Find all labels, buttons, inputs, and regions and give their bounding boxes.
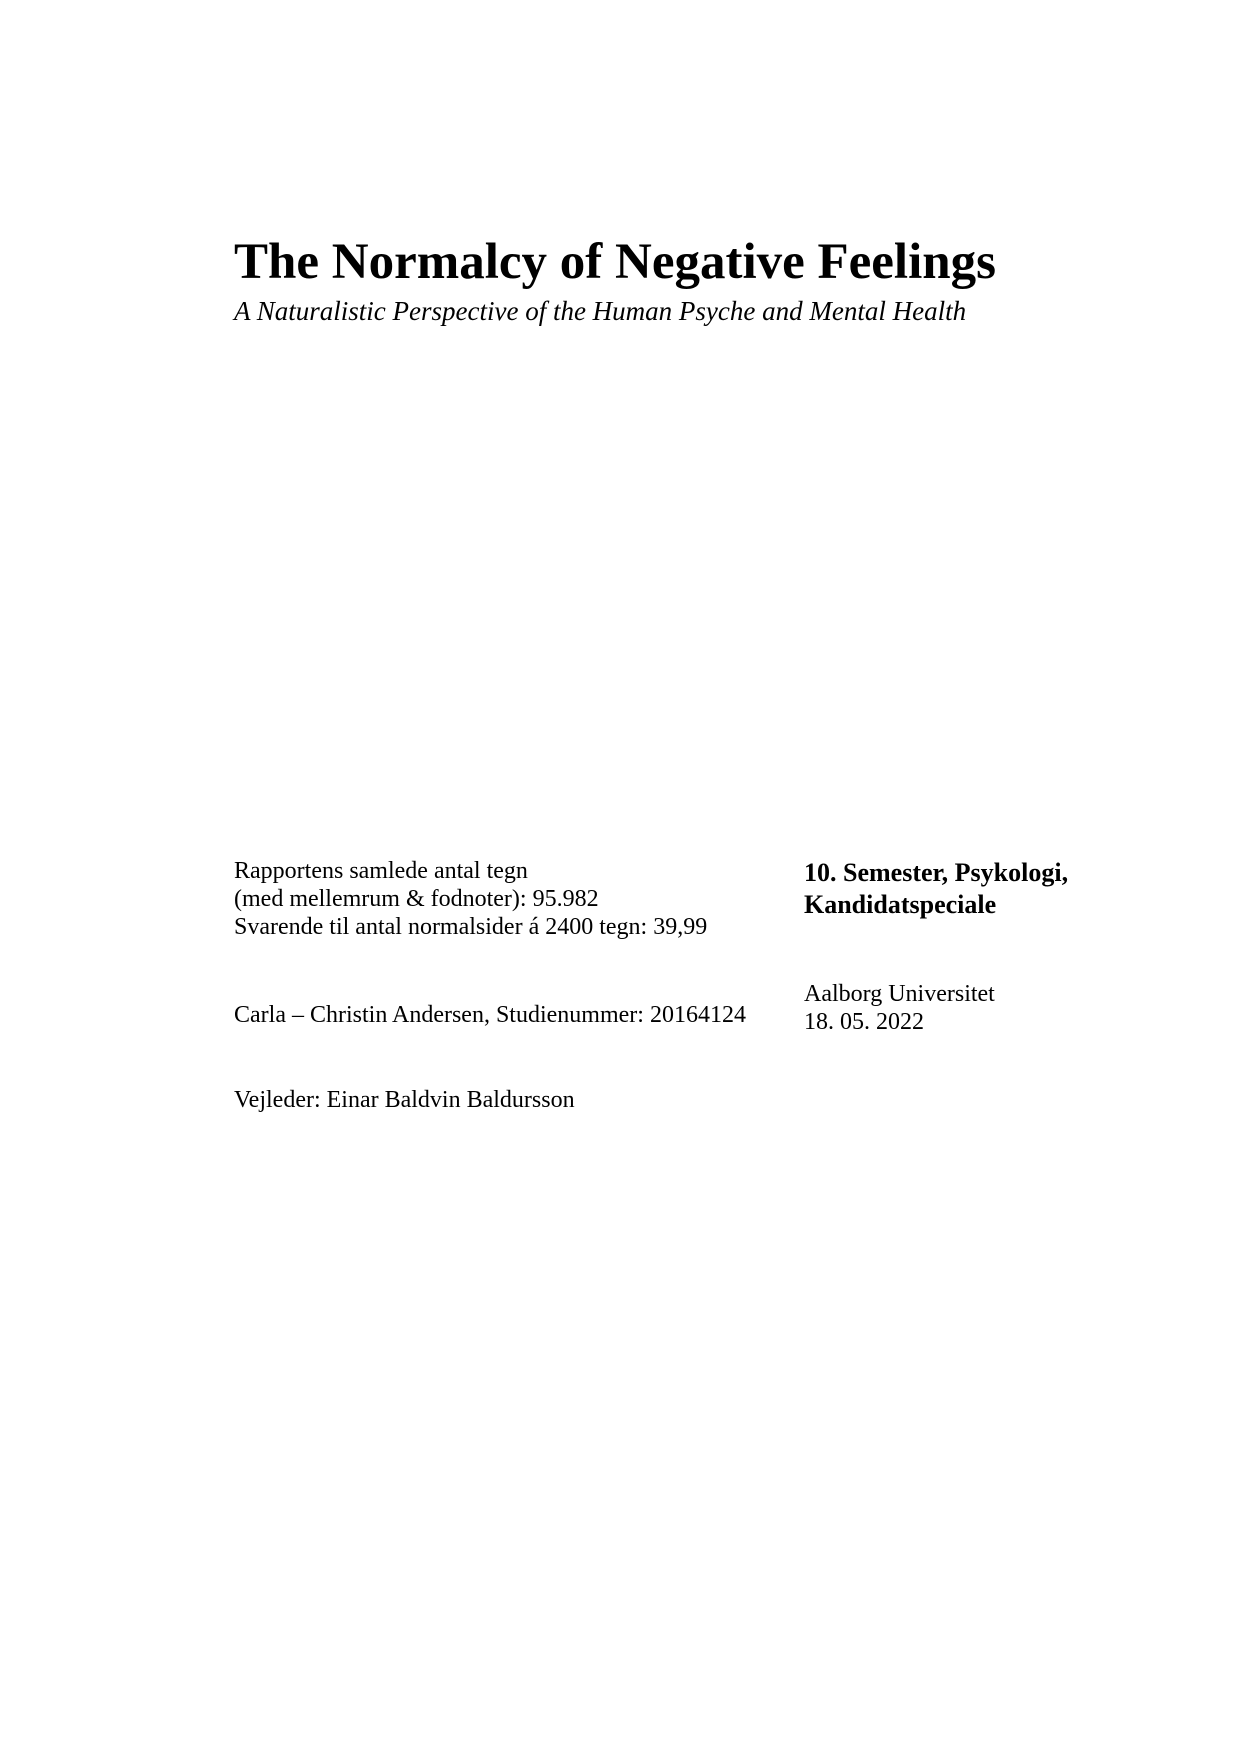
document-title: The Normalcy of Negative Feelings [234, 234, 996, 290]
char-count-line-1: Rapportens samlede antal tegn [234, 858, 528, 884]
university-name: Aalborg Universitet [804, 981, 995, 1007]
supervisor-line: Vejleder: Einar Baldvin Baldursson [234, 1087, 575, 1113]
char-count-line-3: Svarende til antal normalsider á 2400 tegn: 39,99 [234, 914, 708, 940]
semester-line-2: Kandidatspeciale [804, 890, 997, 919]
semester-block [804, 857, 1068, 921]
author-line: Carla – Christin Andersen, Studienummer: 20164124 [234, 1002, 746, 1028]
semester-line-1: 10. Semester, Psykologi, [804, 858, 1069, 887]
institution-block [804, 980, 995, 1036]
character-count-block [234, 857, 707, 941]
char-count-line-2: (med mellemrum & fodnoter): 95.982 [234, 886, 599, 912]
submission-date: 18. 05. 2022 [804, 1009, 924, 1035]
document-subtitle: A Naturalistic Perspective of the Human Psyche and Mental Health [234, 296, 967, 326]
